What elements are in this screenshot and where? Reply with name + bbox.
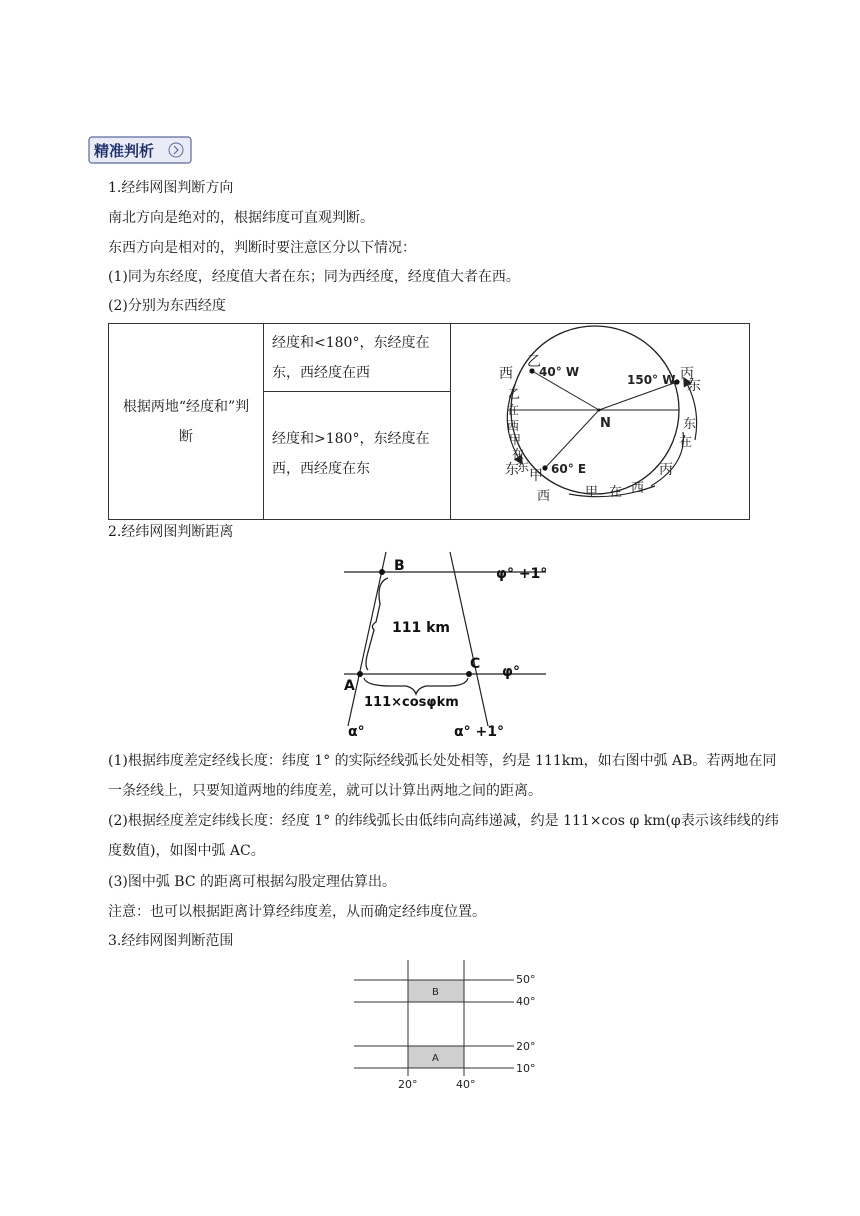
label-yi: 乙 [527,354,541,370]
distance-diagram [330,548,570,740]
table-case2-cell: 经度和>180°，东经度在西，西经度在东 [264,392,451,519]
section2-para2 [108,806,780,866]
bottom-arc-char-1: 西 [537,489,551,504]
lon-40-label: 40° [456,1078,476,1091]
bottom-arc-char-4: 西 [631,481,645,496]
section1-para3: (1)同为东经度，经度值大者在东；同为西经度，经度值大者在西。 [108,269,520,285]
longitude-table [108,323,750,520]
lat-50-label: 50° [516,973,536,986]
label-60e: 60° E [551,462,587,476]
label-n: N [600,416,611,431]
point-c: C [470,656,481,672]
right-arc-char-1: 东 [683,417,697,432]
region-b: B [432,987,439,998]
polar-longitude-diagram [451,324,749,519]
parallel-distance-label: 111×cosφkm [364,695,459,710]
bottom-arc-char-2: 甲 [585,485,599,500]
left-arc-char-6: 东 [517,460,530,474]
lon-left-label: α° [348,724,365,740]
table-rule-text: 根据两地“经度和”判断 [122,398,250,445]
section1-heading: 1.经纬网图判断方向 [108,180,234,196]
label-jia: 甲 [529,468,543,484]
left-arc-char-3: 西 [507,419,520,433]
lon-right-label: α° +1° [454,724,504,740]
table-diagram-cell [451,324,749,519]
point-b: B [394,558,405,574]
label-40w: 40° W [539,365,580,379]
lat-bottom-label: φ° [502,664,520,680]
section-badge [88,136,192,164]
section2-heading: 2.经纬网图判断距离 [108,524,234,540]
section2-note: 注意：也可以根据距离计算经纬度差，从而确定经纬度位置。 [108,904,486,920]
label-150w: 150° W [627,373,676,387]
section2-para3: (3)图中弧 BC 的距离可根据勾股定理估算出。 [108,874,396,890]
label-right-bottom: 丙 [659,462,673,478]
left-arc-char-1: 乙 [508,387,521,401]
range-grid-diagram [350,958,546,1092]
left-arc-char-5: 在 [512,447,525,461]
badge-label: 精准判析 [94,142,155,160]
label-bing: 丙 [680,366,694,382]
meridian-distance-label: 111 km [392,620,450,636]
section1-para2: 东西方向是相对的，判断时要注意区分以下情况： [108,240,416,256]
section1-para1: 南北方向是绝对的，根据纬度可直观判断。 [108,210,374,226]
left-arc-char-4: 甲 [509,433,522,447]
bottom-arc-char-3: 在 [609,485,623,500]
lat-40-label: 40° [516,995,536,1008]
section2-para1-text: (1)根据纬度差定经线长度：纬度 1° 的实际经线弧长处处相等，约是 111km，如右图中弧 AB。若两地在同一条经线上，只要知道两地的纬度差，就可以计算出两地之间的距离。 [108,753,777,799]
lat-20-label: 20° [516,1040,536,1053]
section2-para2-text: (2)根据经度差定纬线长度：经度 1° 的纬线弧长由低纬向高纬递减，约是 111×cos φ km(φ表示该纬线的纬度数值)，如图中弧 AC。 [108,813,779,859]
table-rule-cell [109,324,264,519]
left-arc-char-2: 在 [507,403,520,417]
point-a: A [344,678,355,694]
lat-top-label: φ° +1° [496,566,548,582]
section1-para4: (2)分别为东西经度 [108,298,226,314]
section3-heading: 3.经纬网图判断范围 [108,933,234,949]
label-left-top: 西 [499,366,513,382]
lat-10-label: 10° [516,1062,536,1075]
label-right-top: 东 [687,378,701,394]
region-a: A [432,1053,439,1064]
table-case1-cell: 经度和<180°，东经度在东，西经度在西 [264,324,451,392]
lon-20-label: 20° [398,1078,418,1091]
section2-para1 [108,746,780,806]
label-left-bottom: 东 [505,462,519,478]
right-arc-char-2: 在 [679,435,693,450]
